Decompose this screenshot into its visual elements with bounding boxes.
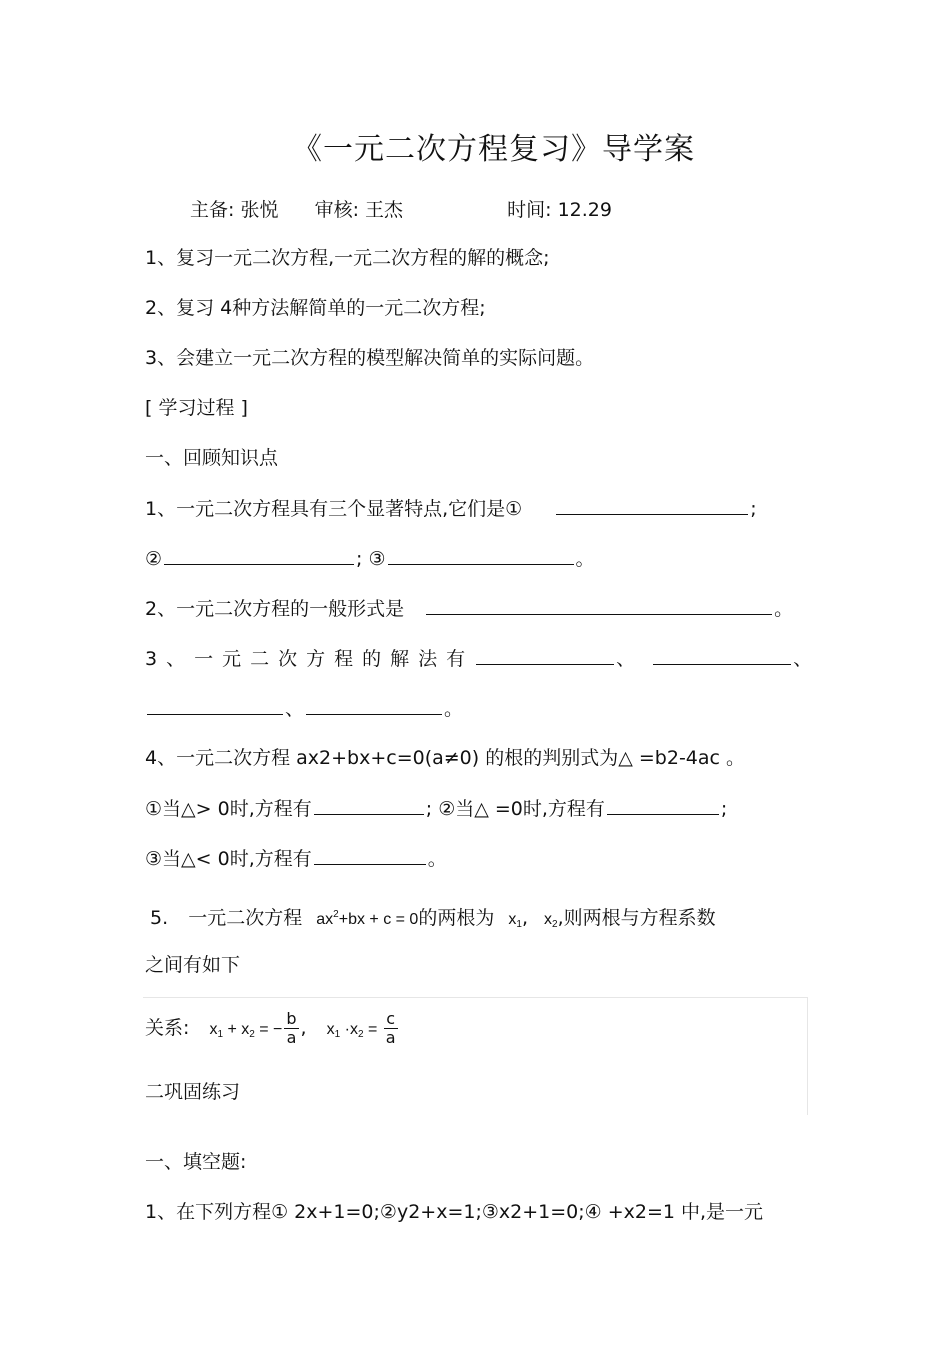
frac-den-a2: a <box>385 1028 396 1047</box>
rel-plus-x: + x <box>223 1021 250 1038</box>
relation-box-top <box>143 997 808 998</box>
q5-eq-a: ax <box>316 911 334 928</box>
meta-line <box>190 198 612 222</box>
rel-psub-1: 1 <box>334 1029 341 1040</box>
q5-eq-exp: 2 <box>333 909 339 920</box>
q4-semi-2: ; <box>720 798 728 820</box>
q3-sep-3: 、 <box>285 698 305 720</box>
q3-blank-1[interactable] <box>476 646 614 665</box>
relation-comma: , <box>300 1017 307 1039</box>
frac-num-c: c <box>384 1010 398 1029</box>
q1-semicolon: ; <box>750 498 757 520</box>
question-3-line-1 <box>145 646 812 671</box>
reviewer-label: 审核: <box>314 199 359 221</box>
question-3-line-2 <box>145 696 463 721</box>
q5-eq-b: +bx + c = 0 <box>338 911 419 928</box>
q5-mid: 的两根为 <box>418 907 495 929</box>
question-4: 4、一元二次方程 ax2+bx+c=0(a≠0) 的根的判别式为△ =b2-4ac 。 <box>145 747 746 769</box>
q4-end: 。 <box>427 848 447 870</box>
section1-heading: 一、回顾知识点 <box>145 447 279 469</box>
relation-product <box>327 1021 382 1038</box>
question-4-case-line-1 <box>145 796 727 821</box>
q4-blank-1[interactable] <box>314 796 424 815</box>
q4-blank-3[interactable] <box>314 846 426 865</box>
q1-blank-1[interactable] <box>556 496 748 515</box>
rel-sub-2: 2 <box>249 1029 255 1040</box>
page-title: 《一元二次方程复习》导学案 <box>292 132 695 167</box>
q1-blank-2[interactable] <box>164 546 354 565</box>
objective-1: 1、复习一元二次方程,一元二次方程的解的概念; <box>145 247 550 269</box>
objective-2: 2、复习 4种方法解简单的一元二次方程; <box>145 297 486 319</box>
relation-label: 关系: <box>145 1017 190 1039</box>
relation-line <box>145 1010 400 1050</box>
q5-equation <box>316 911 418 928</box>
q1-marker-2: ② <box>145 548 163 570</box>
q5-x2: x <box>544 911 553 928</box>
rel-sub-1: 1 <box>217 1029 224 1040</box>
frac-den-a: a <box>286 1028 297 1047</box>
q5-lead: 一元二次方程 <box>188 907 303 929</box>
fraction-b-over-a <box>284 1010 298 1047</box>
question-4-case-line-2 <box>145 846 447 871</box>
objective-3: 3、会建立一元二次方程的模型解决简单的实际问题。 <box>145 347 595 369</box>
q3-blank-3[interactable] <box>147 696 283 715</box>
q5-sub-2: 2 <box>552 919 558 930</box>
question-2 <box>145 596 793 621</box>
q5-x1: x <box>508 911 517 928</box>
q5-number: 5. <box>150 907 169 929</box>
q2-blank[interactable] <box>426 596 772 615</box>
q4-case-3: ③当△< 0时,方程有 <box>145 848 312 870</box>
q3-sep-2: 、 <box>793 648 813 670</box>
rel-px1: x <box>326 1021 335 1038</box>
q5-comma: , <box>521 907 528 929</box>
q3-text: 3、一元二次方程的解法有 <box>145 648 475 670</box>
rel-dot-x: ·x <box>340 1021 358 1038</box>
q1-marker-3: ③ <box>368 548 386 570</box>
author-label: 主备: <box>190 199 235 221</box>
q1-blank-3[interactable] <box>388 546 574 565</box>
q3-end: 。 <box>444 698 464 720</box>
q3-sep-1: 、 <box>616 648 636 670</box>
rel-psub-2: 2 <box>357 1029 364 1040</box>
q2-text: 2、一元二次方程的一般形式是 <box>145 598 405 620</box>
q1-semicolon-2: ; <box>356 548 363 570</box>
rel-eq: = <box>363 1021 382 1038</box>
q5-root-1 <box>508 911 522 928</box>
time-label: 时间: <box>507 199 552 221</box>
author-name: 张悦 <box>240 199 279 221</box>
q5-tail: ,则两根与方程系数 <box>557 907 716 929</box>
rel-x1: x <box>209 1021 218 1038</box>
process-heading: [ 学习过程 ] <box>145 397 248 419</box>
q3-blank-4[interactable] <box>306 696 442 715</box>
question-5-line-1 <box>150 903 716 937</box>
q1-text: 1、一元二次方程具有三个显著特点,它们是① <box>145 498 523 520</box>
reviewer-name: 王杰 <box>365 199 404 221</box>
relation-box-right <box>807 997 808 1115</box>
section2-heading: 二巩固练习 <box>145 1081 241 1103</box>
q3-blank-2[interactable] <box>653 646 791 665</box>
q2-end: 。 <box>774 598 794 620</box>
q1-end: 。 <box>575 548 595 570</box>
time-value: 12.29 <box>557 199 612 221</box>
q5-root-2 <box>544 911 558 928</box>
q4-case-2: ②当△ =0时,方程有 <box>438 798 605 820</box>
q5-sub-1: 1 <box>516 919 522 930</box>
fraction-c-over-a <box>384 1010 398 1047</box>
question-5-line-2: 之间有如下 <box>145 954 241 976</box>
q4-case-1: ①当△> 0时,方程有 <box>145 798 312 820</box>
q4-blank-2[interactable] <box>607 796 719 815</box>
q4-semi-1: ; <box>425 798 433 820</box>
rel-eq-neg: = − <box>254 1021 283 1038</box>
frac-num-b: b <box>286 1009 297 1028</box>
relation-sum <box>209 1021 282 1038</box>
fill-question-1: 1、在下列方程① 2x+1=0;②y2+x=1;③x2+1=0;④ +x2=1 中,是一元 <box>145 1201 764 1223</box>
question-1-line-2 <box>145 546 595 571</box>
fill-heading: 一、填空题: <box>145 1151 247 1173</box>
question-1-line-1 <box>145 496 757 521</box>
